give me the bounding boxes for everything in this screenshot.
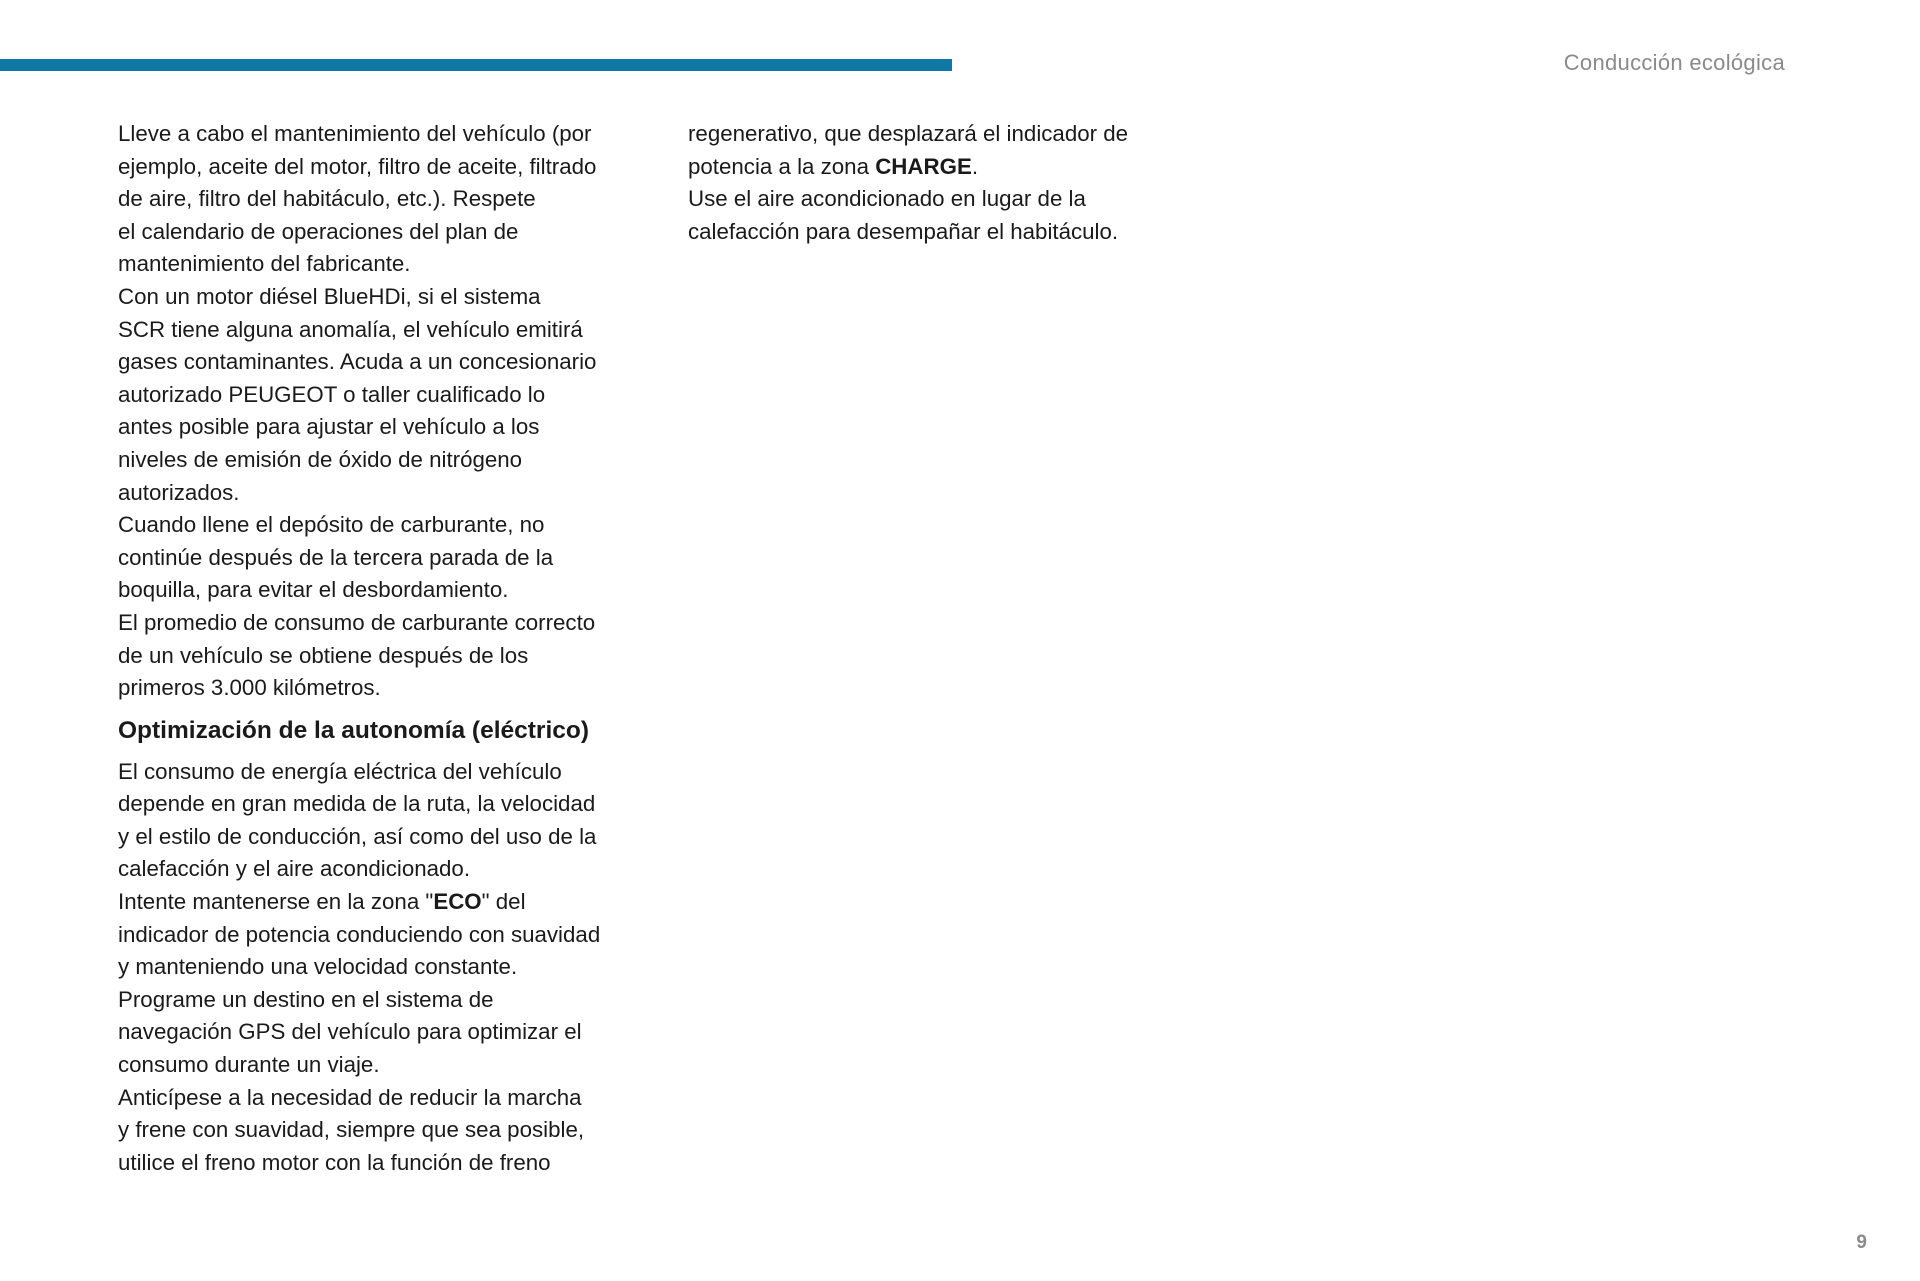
braking-paragraph: Anticípese a la necesidad de reducir la marcha y frene con suavidad, siempre que sea posible, utilice el freno motor con la función de freno — [118, 1084, 585, 1175]
eco-zone-paragraph: Intente mantenerse en la zona "ECO" del indicador de potencia conduciendo con suavidad y manteniendo una velocidad constante. — [118, 889, 601, 980]
autonomy-heading: Optimización de la autonomía (eléctrico) — [118, 716, 590, 744]
regenerative-paragraph: regenerativo, que desplazará el indicador de potencia a la zona CHARGE. — [688, 121, 1129, 179]
section-title: Conducción ecológica — [1563, 50, 1785, 75]
bluehdi-paragraph: Con un motor diésel BlueHDi, si el sistema SCR tiene alguna anomalía, el vehículo emitirá gases contaminantes. Acuda a un concesionario autorizado PEUGEOT o taller cualificado lo antes posible para ajustar el vehículo a los niveles de emisión de óxido de nitrógeno autorizados. — [118, 283, 597, 505]
eco-label: ECO — [433, 889, 482, 915]
header-accent-bar — [0, 59, 952, 71]
left-column — [118, 118, 663, 1179]
gps-paragraph: Programe un destino en el sistema de navegación GPS del vehículo para optimizar el consumo durante un viaje. — [118, 986, 582, 1078]
page-number: 9 — [1856, 1232, 1867, 1253]
charge-label: CHARGE — [875, 153, 972, 179]
right-column — [688, 118, 1208, 248]
refuel-paragraph: Cuando llene el depósito de carburante, no continúe después de la tercera parada de la boquilla, para evitar el desbordamiento. — [118, 512, 554, 603]
electric-consumption-paragraph: El consumo de energía eléctrica del vehículo depende en gran medida de la ruta, la velocidad y el estilo de conducción, así como del uso de la calefacción y el aire acondicionado. — [118, 758, 597, 882]
maintenance-paragraph: Lleve a cabo el mantenimiento del vehículo (por ejemplo, aceite del motor, filtro de aceite, filtrado de aire, filtro del habitáculo, etc.). Respete el calendario de operaciones del plan de mantenimiento del fabricante. — [118, 121, 597, 277]
fuel-consumption-paragraph: El promedio de consumo de carburante correcto de un vehículo se obtiene después de los primeros 3.000 kilómetros. — [118, 609, 596, 701]
air-conditioning-paragraph: Use el aire acondicionado en lugar de la calefacción para desempañar el habitáculo. — [688, 186, 1119, 244]
